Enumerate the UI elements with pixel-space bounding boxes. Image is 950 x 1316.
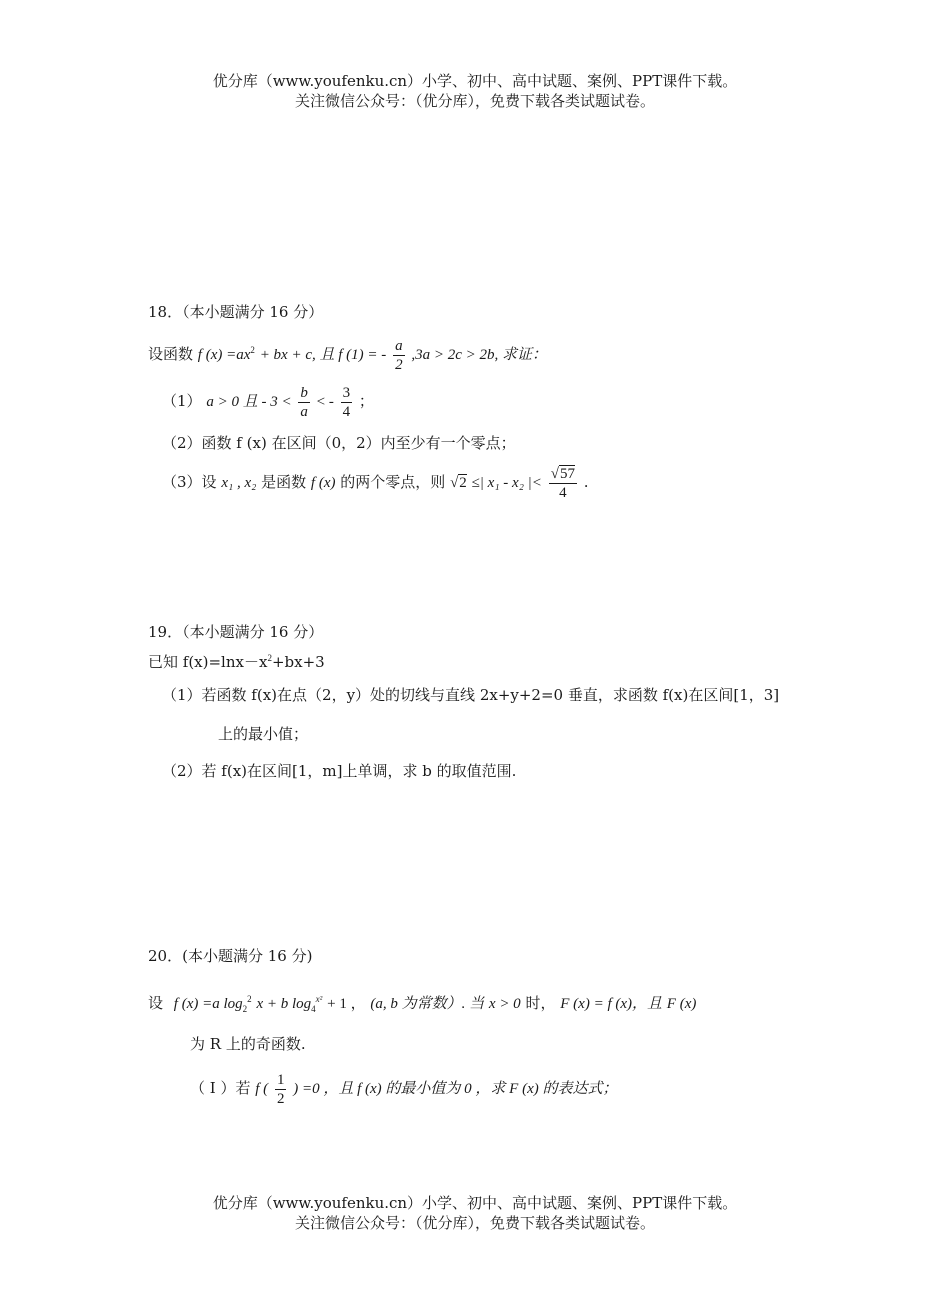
q20-stem-sub1: 2: [242, 1004, 248, 1014]
q20-stem: [148, 986, 696, 1022]
q20-stem-sup2: x²: [315, 994, 323, 1004]
q18-p1-a: a > 0 且 - 3 <: [206, 394, 292, 410]
q18-part3: [162, 462, 589, 503]
q20-stem-F: F (x) = f (x)，且: [560, 996, 663, 1012]
q18-p3-func: f (x): [310, 475, 336, 491]
q20-part1-b: ) =0 ，且 f (x) 的最小值为 0 ，求 F (x) 的表达式；: [293, 1081, 618, 1097]
q20-part1-f: f (: [255, 1081, 269, 1097]
q18-stem-func: f (x) =ax: [197, 347, 251, 363]
q20-stem-cond: x > 0: [488, 996, 521, 1012]
q20-part1-a: （ I ）若: [190, 1079, 251, 1097]
q18-p1-frac-num: b: [300, 384, 308, 401]
q18-p3-frac-num-wrap: √57: [550, 465, 575, 482]
q19-part2: （2）若 f(x)在区间[1，m]上单调，求 b 的取值范围.: [162, 762, 517, 780]
q20-stem-she: 设: [148, 994, 164, 1012]
q18-p3-mid: 是函数: [261, 473, 307, 491]
q18-p1-label: （1）: [162, 392, 202, 410]
q18-p1-frac2-den: 4: [342, 403, 351, 420]
q19-stem-text: 已知 f(x)=lnx－x: [148, 653, 268, 671]
q18-stem: [148, 330, 547, 375]
q20-stem-sup1: 2: [247, 994, 252, 1004]
q20-title: 20．(本小题满分 16 分): [148, 947, 313, 965]
q18-p1-fraction-2: [341, 384, 353, 421]
q19-stem-exp: 2: [267, 653, 272, 663]
q18-p3-vars: x₁ , x₂: [221, 475, 257, 491]
q18-p1-end: ；: [358, 392, 374, 410]
header-line-2: 关注微信公众号：（优分库），免费下载各类试题试卷。: [294, 92, 655, 110]
q20-part1: [190, 1066, 617, 1111]
q18-p1-fraction: [298, 384, 310, 421]
q18-stem-frac-num: a: [395, 337, 403, 354]
footer-line-1: 优分库（www.youfenku.cn）小学、初中、高中试题、案例、PPT课件下载。: [212, 1194, 738, 1212]
q20-stem-mid: x + b log: [256, 996, 312, 1012]
q18-p3-sqrt-2: √2: [450, 475, 467, 491]
q20-part1-fraction: [275, 1071, 287, 1108]
q18-p1-frac-den: a: [300, 403, 308, 420]
q18-p3-end: .: [583, 473, 589, 491]
q18-p3-fraction: [549, 465, 577, 502]
q20-stem-const: (a, b 为常数）. 当: [370, 996, 485, 1012]
q18-part1: [162, 381, 374, 422]
q20-part1-frac-den: 2: [276, 1090, 285, 1107]
q18-p3-label: （3）设: [162, 473, 217, 491]
q20-line2: 为 R 上的奇函数.: [190, 1035, 306, 1053]
q18-p3-ineq: ≤| x₁ - x₂ |<: [471, 475, 542, 491]
q20-stem-func: f (x) =a log: [173, 996, 243, 1012]
q19-stem: [148, 648, 325, 672]
q18-stem-exp: 2: [250, 345, 255, 355]
q20-part1-frac-num: 1: [276, 1071, 285, 1088]
q19-part1-line1: （1）若函数 f(x)在点（2，y）处的切线与直线 2x+y+2=0 垂直，求函数 f(x)在区间[1，3]: [162, 686, 780, 704]
q18-p3-frac-den: 4: [559, 484, 567, 501]
q18-p1-frac2-num: 3: [342, 384, 351, 401]
q18-stem-fraction: [393, 337, 405, 374]
q18-stem-rest1: + bx + c, 且 f (1) = -: [259, 347, 387, 363]
footer-line-2: 关注微信公众号：（优分库），免费下载各类试题试卷。: [294, 1214, 655, 1232]
q19-part1-line2: 上的最小值；: [218, 725, 309, 743]
q20-stem-shi: 时，: [525, 994, 556, 1012]
q18-p3-sqrt2-value: 2: [459, 475, 467, 491]
q18-p1-b: < -: [316, 394, 334, 410]
header-line-1: 优分库（www.youfenku.cn）小学、初中、高中试题、案例、PPT课件下载。: [212, 72, 738, 90]
q18-title: 18．（本小题满分 16 分）: [148, 303, 324, 321]
q20-stem-F2: F (x): [666, 996, 697, 1012]
q19-title: 19．（本小题满分 16 分）: [148, 623, 324, 641]
q18-p3-text: 的两个零点，则: [340, 473, 446, 491]
q18-stem-prefix: 设函数: [148, 345, 194, 363]
q18-p3-frac-num: 57: [559, 465, 575, 482]
q18-stem-rest2: ,3a > 2c > 2b, 求证：: [411, 347, 547, 363]
q20-stem-plus: + 1 ，: [327, 996, 366, 1012]
q19-stem-rest: +bx+3: [271, 653, 325, 671]
q18-part2: （2）函数 f (x) 在区间（0，2）内至少有一个零点；: [162, 434, 516, 452]
q20-stem-sub2: 4: [311, 1004, 316, 1014]
q18-stem-frac-den: 2: [395, 356, 403, 373]
